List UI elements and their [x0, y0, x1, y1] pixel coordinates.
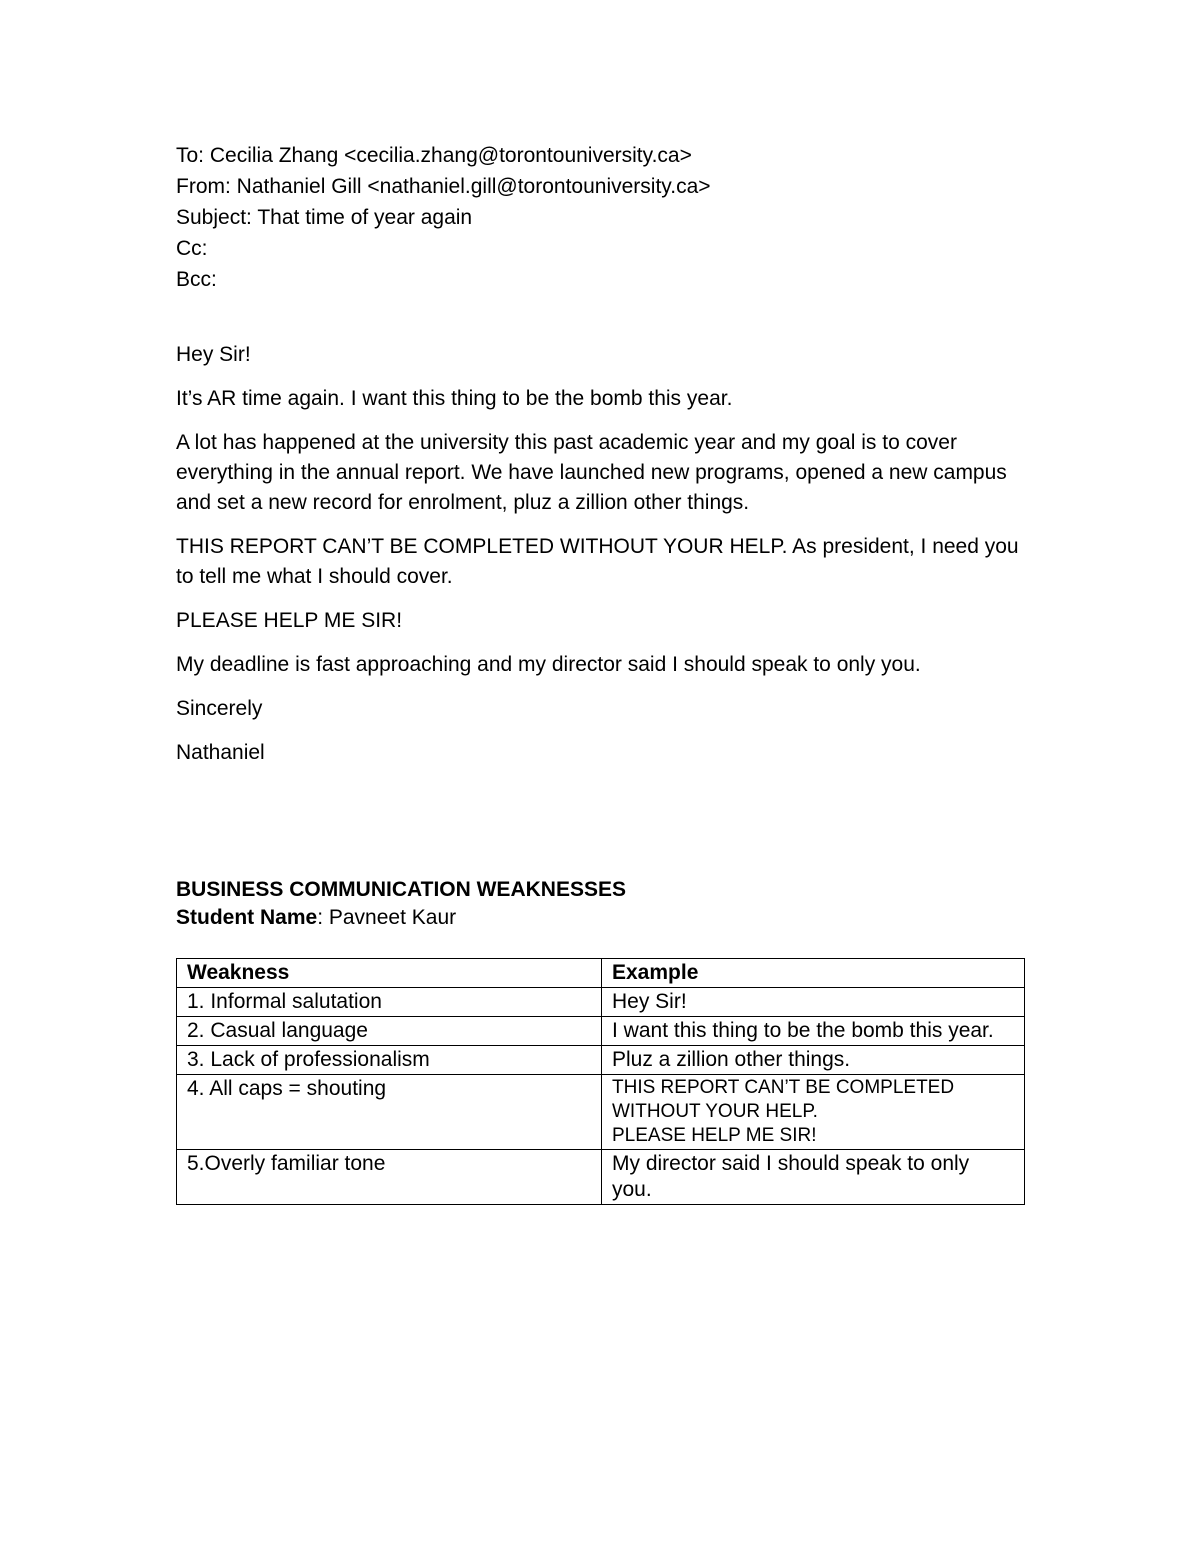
- student-name-value: Pavneet Kaur: [328, 906, 457, 929]
- email-paragraph: My deadline is fast approaching and my director said I should speak to only you.: [176, 653, 921, 676]
- example-cell: Pluz a zillion other things.: [602, 1046, 1025, 1075]
- email-paragraph: A lot has happened at the university this past academic year and my goal is to cover everything in the annual report. We have launched new programs, opened a new campus and set a new record for enrolment, pluz a zillion other things.: [176, 431, 1007, 514]
- email-from-line: From: Nathaniel Gill <nathaniel.gill@torontouniversity.ca>: [176, 175, 711, 198]
- weakness-cell: 3. Lack of professionalism: [177, 1046, 602, 1075]
- email-body: [176, 340, 1024, 782]
- example-line: THIS REPORT CAN’T BE COMPLETED WITHOUT YOUR HELP.: [612, 1077, 955, 1122]
- table-header-row: [177, 959, 1025, 988]
- email-closing: Sincerely: [176, 697, 263, 720]
- weakness-cell: 5.Overly familiar tone: [177, 1150, 602, 1205]
- email-paragraph: PLEASE HELP ME SIR!: [176, 609, 403, 632]
- weakness-cell: 2. Casual language: [177, 1017, 602, 1046]
- student-name-line: [176, 904, 1024, 932]
- section-title: BUSINESS COMMUNICATION WEAKNESSES: [176, 878, 626, 901]
- column-header-weakness: Weakness: [177, 959, 602, 988]
- weaknesses-section-heading: [176, 876, 1024, 932]
- email-paragraph: THIS REPORT CAN’T BE COMPLETED WITHOUT YOUR HELP. As president, I need you to tell me what I should cover.: [176, 535, 1019, 588]
- email-signature: Nathaniel: [176, 741, 265, 764]
- table-row: [177, 1150, 1025, 1205]
- student-name-separator: :: [317, 906, 329, 929]
- table-row: [177, 1046, 1025, 1075]
- example-cell: [602, 1075, 1025, 1150]
- email-subject-line: Subject: That time of year again: [176, 206, 473, 229]
- example-line: PLEASE HELP ME SIR!: [612, 1125, 817, 1146]
- weakness-cell: 1. Informal salutation: [177, 988, 602, 1017]
- example-cell: My director said I should speak to only you.: [602, 1150, 1025, 1205]
- email-to-line: To: Cecilia Zhang <cecilia.zhang@torontouniversity.ca>: [176, 144, 692, 167]
- weaknesses-table: [176, 958, 1025, 1205]
- student-name-label: Student Name: [176, 906, 318, 929]
- email-cc-line: Cc:: [176, 237, 208, 260]
- example-cell: Hey Sir!: [602, 988, 1025, 1017]
- column-header-example: Example: [602, 959, 1025, 988]
- table-row: [177, 1017, 1025, 1046]
- table-row: [177, 1075, 1025, 1150]
- email-paragraph: It’s AR time again. I want this thing to be the bomb this year.: [176, 387, 733, 410]
- email-bcc-line: Bcc:: [176, 268, 217, 291]
- email-greeting: Hey Sir!: [176, 343, 251, 366]
- example-cell: I want this thing to be the bomb this year.: [602, 1017, 1025, 1046]
- weakness-cell: 4. All caps = shouting: [177, 1075, 602, 1150]
- email-header: [176, 140, 711, 295]
- table-row: [177, 988, 1025, 1017]
